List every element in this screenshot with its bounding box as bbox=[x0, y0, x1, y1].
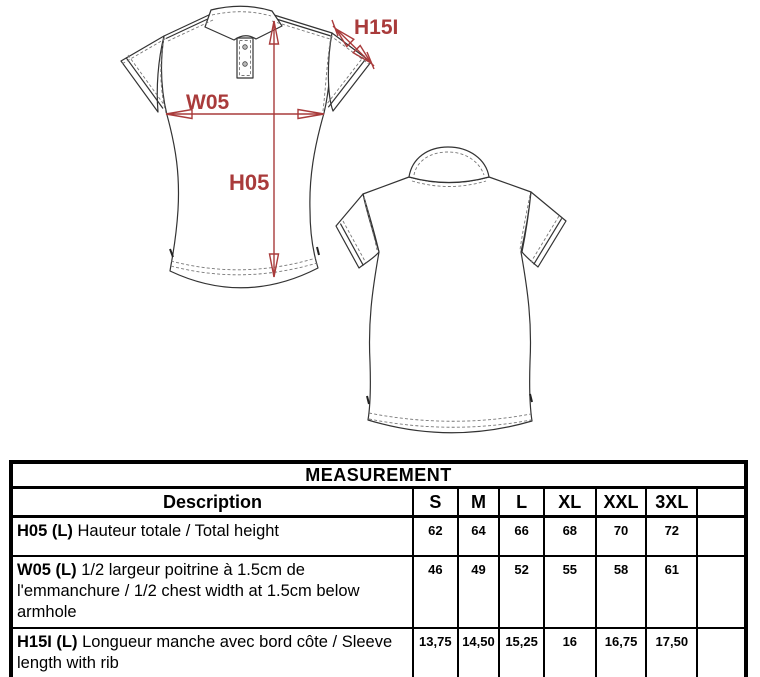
description-header: Description bbox=[11, 488, 413, 517]
empty-cell bbox=[697, 628, 746, 677]
row-description-text: Hauteur totale / Total height bbox=[77, 522, 280, 540]
value-cell: 46 bbox=[413, 556, 458, 628]
h05-label: H05 bbox=[229, 170, 270, 195]
value-cell: 66 bbox=[499, 517, 544, 557]
empty-cell bbox=[697, 556, 746, 628]
polo-front-view-drawing bbox=[121, 6, 371, 288]
w05-label: W05 bbox=[186, 91, 230, 114]
size-header-xl: XL bbox=[544, 488, 596, 517]
size-header-l: L bbox=[499, 488, 544, 517]
value-cell: 16 bbox=[544, 628, 596, 677]
table-title: MEASUREMENT bbox=[11, 462, 746, 488]
measurement-table bbox=[9, 460, 748, 677]
value-cell: 52 bbox=[499, 556, 544, 628]
empty-header-cell bbox=[697, 488, 746, 517]
size-header-m: M bbox=[458, 488, 500, 517]
row-description bbox=[11, 556, 413, 628]
value-cell: 55 bbox=[544, 556, 596, 628]
value-cell: 13,75 bbox=[413, 628, 458, 677]
table-title-row bbox=[11, 462, 746, 488]
row-description-text: 1/2 largeur poitrine à 1.5cm de l'emmanchure / 1/2 chest width at 1.5cm below armhole bbox=[17, 561, 360, 621]
value-cell: 15,25 bbox=[499, 628, 544, 677]
size-header-s: S bbox=[413, 488, 458, 517]
row-description bbox=[11, 628, 413, 677]
value-cell: 17,50 bbox=[646, 628, 697, 677]
value-cell: 16,75 bbox=[596, 628, 647, 677]
value-cell: 72 bbox=[646, 517, 697, 557]
value-cell: 58 bbox=[596, 556, 647, 628]
size-header-xxl: XXL bbox=[596, 488, 647, 517]
size-header-3xl: 3XL bbox=[646, 488, 697, 517]
h15i-label: H15I bbox=[354, 16, 399, 39]
row-description bbox=[11, 517, 413, 557]
value-cell: 68 bbox=[544, 517, 596, 557]
value-cell: 49 bbox=[458, 556, 500, 628]
table-header-row bbox=[11, 488, 746, 517]
row-code: H15I (L) bbox=[17, 633, 78, 651]
row-description-text: Longueur manche avec bord côte / Sleeve length with rib bbox=[17, 633, 393, 672]
table-row-h15i bbox=[11, 628, 746, 677]
value-cell: 62 bbox=[413, 517, 458, 557]
value-cell: 70 bbox=[596, 517, 647, 557]
polo-back-view-drawing bbox=[336, 147, 566, 433]
value-cell: 14,50 bbox=[458, 628, 500, 677]
table-row-h05 bbox=[11, 517, 746, 557]
value-cell: 64 bbox=[458, 517, 500, 557]
table-row-w05 bbox=[11, 556, 746, 628]
value-cell: 61 bbox=[646, 556, 697, 628]
row-code: W05 (L) bbox=[17, 561, 77, 579]
row-code: H05 (L) bbox=[17, 522, 73, 540]
empty-cell bbox=[697, 517, 746, 557]
